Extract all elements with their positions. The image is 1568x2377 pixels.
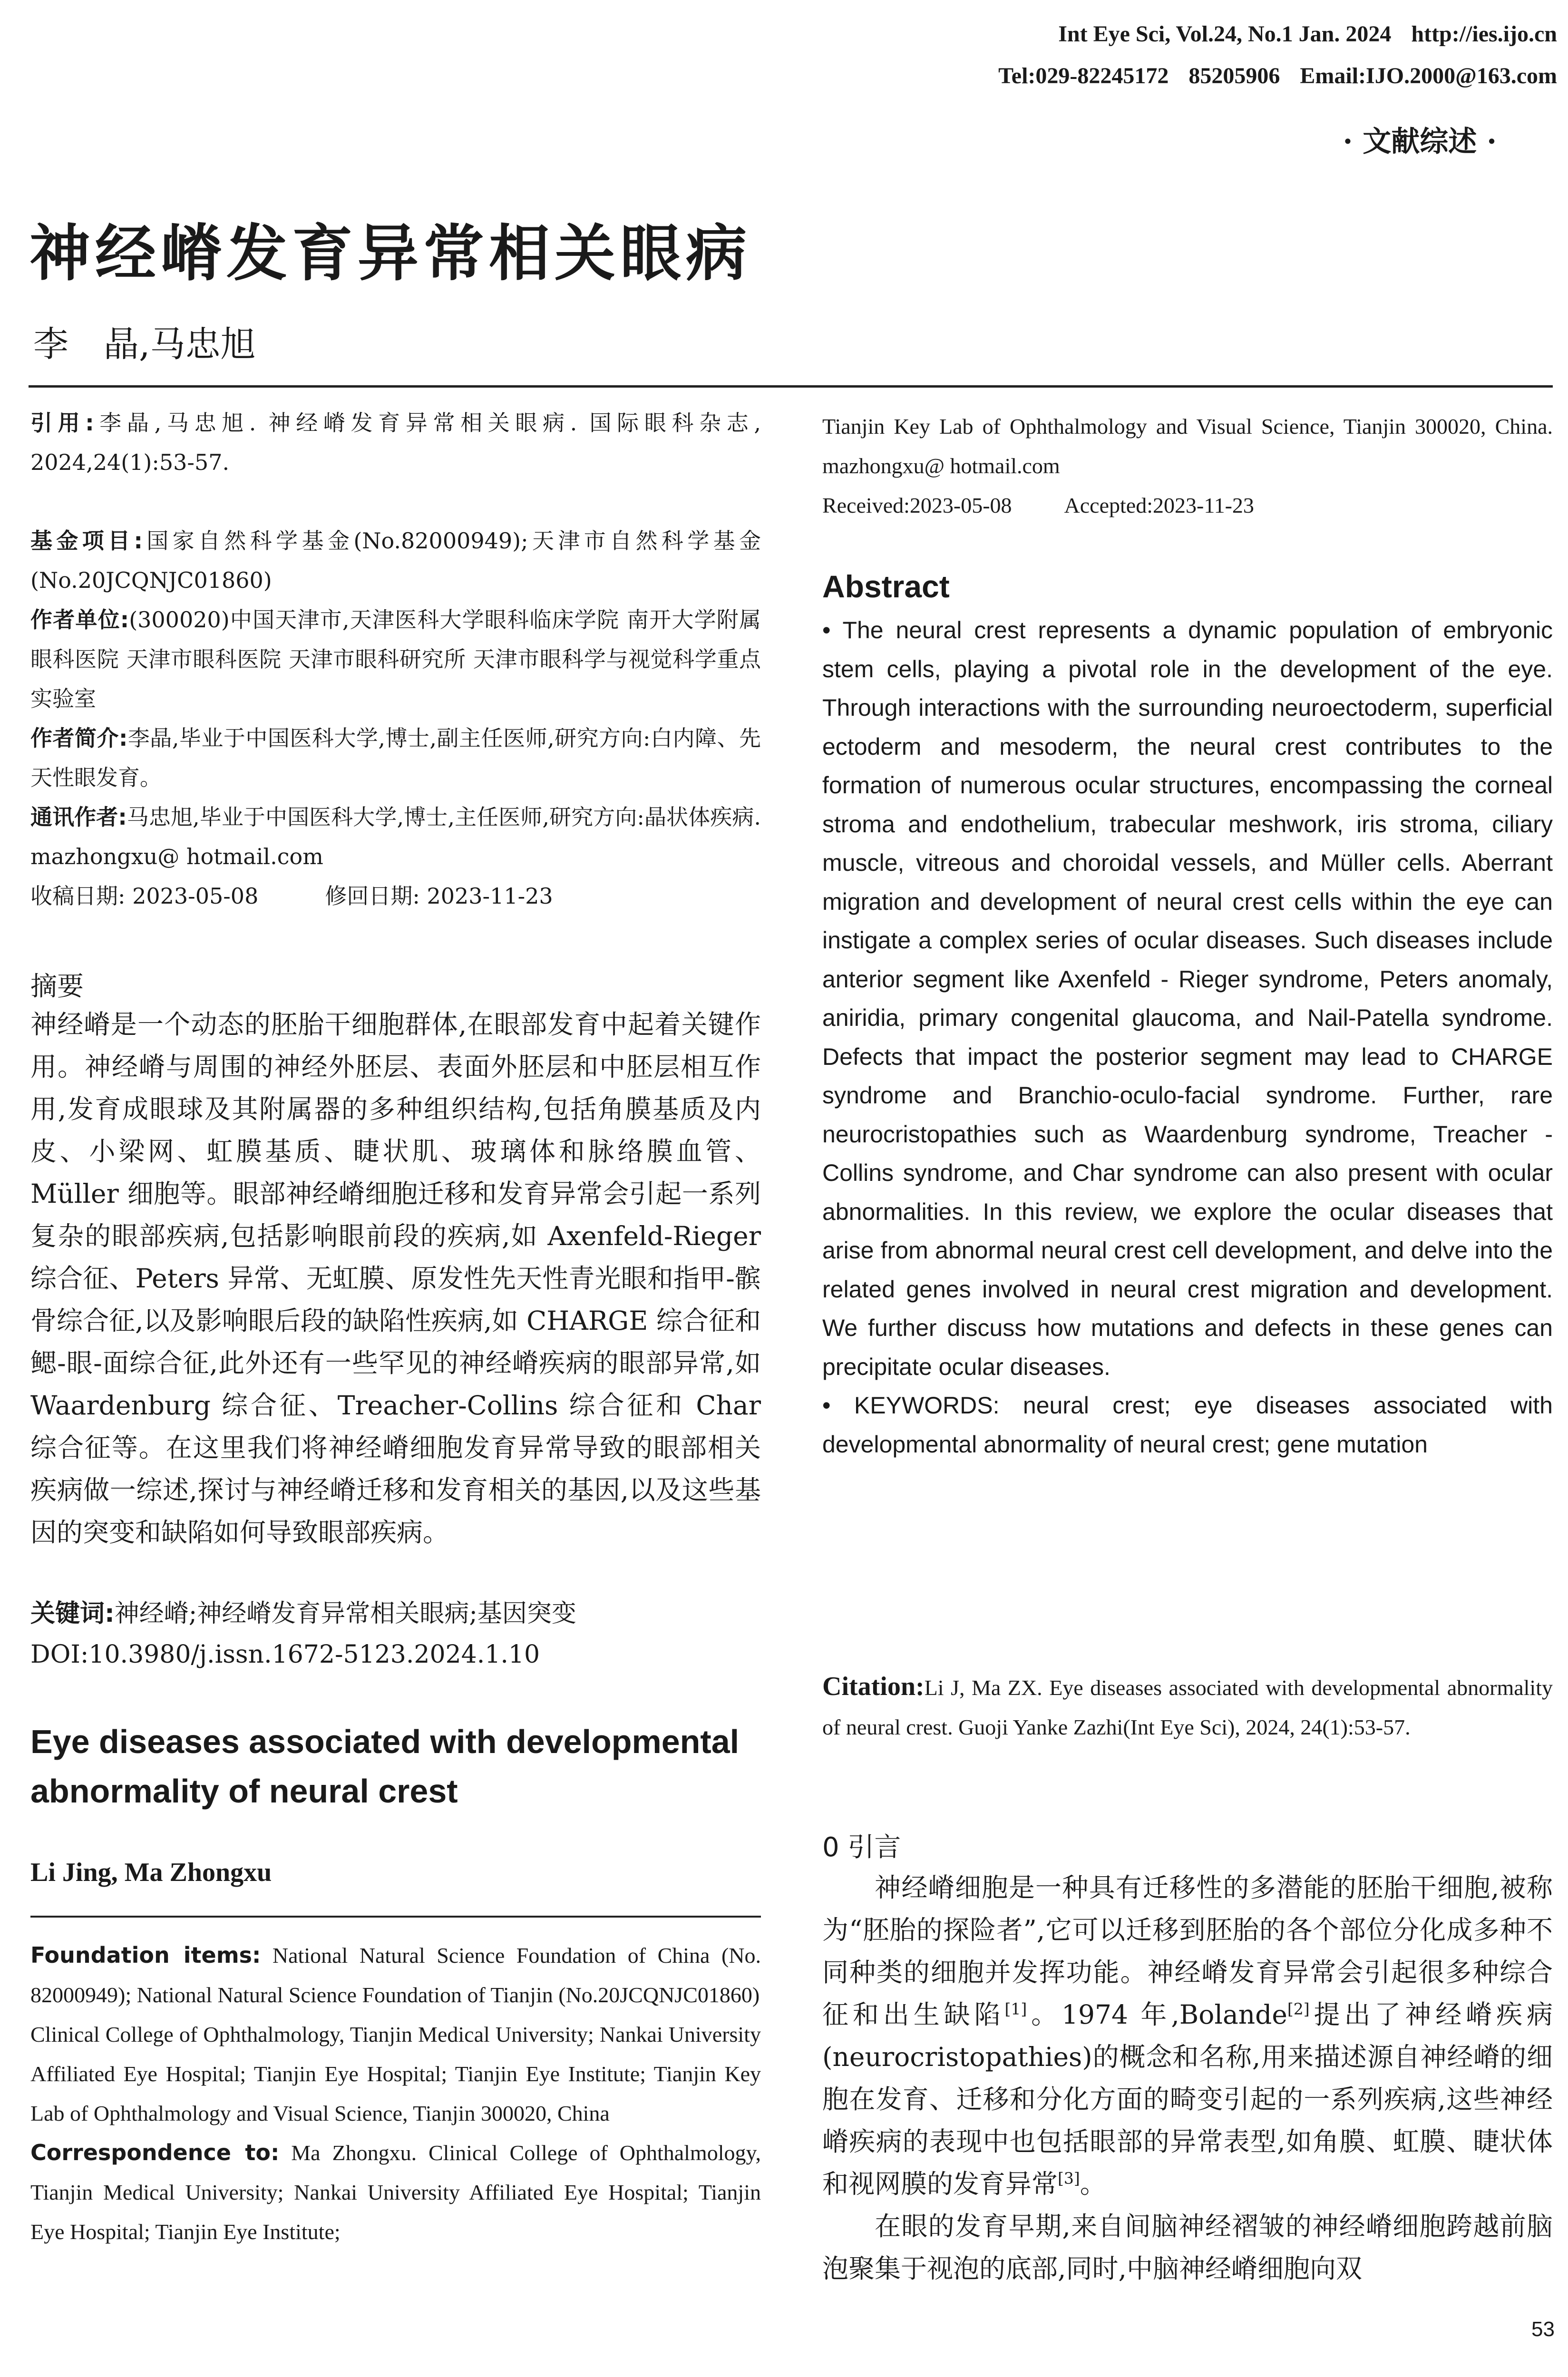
citation-en-text: Li J, Ma ZX. Eye diseases associated with developmental abnormality of neural crest. Guoji Yanke Zazhi(Int Eye Sci), 2024, 24(1):53-57. [822,1676,1553,1739]
journal-header-line1 [1044,20,1557,49]
correspondence-en-cont: Tianjin Key Lab of Ophthalmology and Visual Science, Tianjin 300020, China. mazhongxu@ hotmail.com [822,414,1553,478]
dates-cn [30,877,761,916]
ref-1[interactable]: [1] [1004,1999,1027,2018]
corr-cn [30,798,761,877]
doi: DOI:10.3980/j.issn.1672-5123.2024.1.10 [30,1640,540,1669]
intro-paragraph-1 [822,1867,1553,2205]
foundation-en [30,1936,761,2015]
unit-cn-text: (300020)中国天津市,天津医科大学眼科临床学院 南开大学附属眼科医院 天津市眼科医院 天津市眼科研究所 天津市眼科学与视觉科学重点实验室 [30,607,761,711]
journal-tel2: 85205906 [1188,63,1280,88]
abstract-en-heading: Abstract [822,569,950,604]
left-column-meta [30,403,761,916]
citation-cn-text: 李晶,马忠旭. 神经嵴发育异常相关眼病. 国际眼科杂志, 2024,24(1):53-57. [30,410,761,475]
dates-en [822,486,1553,525]
corr-cn-text: 马忠旭,毕业于中国医科大学,博士,主任医师,研究方向:晶状体疾病. mazhongxu@ hotmail.com [30,804,761,869]
intro-p1-part-d: 。 [1080,2169,1106,2199]
journal-email: Email:IJO.2000@163.com [1300,63,1557,88]
citation-cn-label: 引用: [30,410,94,436]
fund-cn-text: 国家自然科学基金(No.82000949);天津市自然科学基金(No.20JCQNJC01860) [30,528,761,593]
intro-p1-part-b: 。1974 年,Bolande [1027,1999,1287,2030]
section-tag: · 文献综述 · [1343,125,1497,158]
journal-tel: Tel:029-82245172 [998,63,1169,88]
citation-en-label: Citation: [822,1672,925,1701]
abstract-cn-body: 神经嵴是一个动态的胚胎干细胞群体,在眼部发育中起着关键作用。神经嵴与周围的神经外胚层、表面外胚层和中胚层相互作用,发育成眼球及其附属器的多种组织结构,包括角膜基质及内皮、小梁网、虹膜基质、睫状肌、玻璃体和脉络膜血管、Müller 细胞等。眼部神经嵴细胞迁移和发育异常会引起一系列复杂的眼部疾病,包括影响眼前段的疾病,如 Axenfeld-Rieger 综合征、Peters 异常、无虹膜、原发性先天性青光眼和指甲-髌骨综合征,以及影响眼后段的缺陷性疾病,如 CHARGE 综合征和鳃-眼-面综合征,此外还有一些罕见的神经嵴疾病的眼部异常,如 Waardenburg 综合征、Treacher-Collins 综合征和 Char 综合征等。在这里我们将神经嵴细胞发育异常导致的眼部相关疾病做一综述,探讨与神经嵴迁移和发育相关的基因,以及这些基因的突变和缺陷如何导致眼部疾病。 [30,1009,761,1548]
right-column-en-meta [822,407,1553,525]
fund-cn [30,521,761,600]
correspondence-en [30,2133,761,2251]
correspondence-en-text: Ma Zhongxu. Clinical College of Ophthalmology, Tianjin Medical University; Nankai University Affiliated Eye Hospital; Tianjin Eye Hospital; Tianjin Eye Institute; [30,2141,761,2244]
article-title-cn: 神经嵴发育异常相关眼病 [29,218,752,289]
title-divider [29,385,1553,388]
ref-3[interactable]: [3] [1058,2169,1080,2188]
abstract-en-body: • The neural crest represents a dynamic population of embryonic stem cells, playing a pivotal role in the development of the eye. Through interactions with the surrounding neuroectoderm, superficial ectoderm and mesoderm, the neural crest contributes to the formation of numerous ocular structures, encompassing the corneal stroma and endothelium, trabecular meshwork, iris stroma, ciliary muscle, vitreous and choroidal vessels, and Müller cells. Aberrant migration and development of neural crest cells within the eye can instigate a complex series of ocular diseases. Such diseases include anterior segment like Axenfeld - Rieger syndrome, Peters anomaly, aniridia, primary congenital glaucoma, and Nail-Patella syndrome. Defects that impact the posterior segment may lead to CHARGE syndrome and Branchio-oculo-facial syndrome. Further, rare neurocristopathies such as Waardenburg syndrome, Treacher - Collins syndrome, and Char syndrome can also present with ocular abnormalities. In this review, we explore the ocular diseases that arise from abnormal neural crest cell development, and delve into the related genes involved in neural crest migration and development. We further discuss how mutations and defects in these genes can precipitate ocular diseases. [822,617,1553,1380]
abstract-en-block [822,611,1553,1464]
foundation-en-text: National Natural Science Foundation of China (No. 82000949); National Natural Science Foundation of Tianjin (No.20JCQNJC01860) [30,1943,761,2007]
journal-url: http://ies.ijo.cn [1411,21,1557,47]
bio-cn-text: 李晶,毕业于中国医科大学,博士,副主任医师,研究方向:白内障、先天性眼发育。 [30,725,761,790]
keywords-cn-label: 关键词: [30,1599,115,1628]
left-column-en-meta [30,1936,761,2251]
unit-cn-label: 作者单位: [30,607,129,633]
keywords-cn-text: 神经嵴;神经嵴发育异常相关眼病;基因突变 [114,1599,576,1628]
intro-paragraph-2: 在眼的发育早期,来自间脑神经褶皱的神经嵴细胞跨越前脑泡聚集于视泡的底部,同时,中脑神经嵴细胞向双 [822,2211,1553,2284]
intro-p1-part-c: 提出了神经嵴疾病(neurocristopathies)的概念和名称,用来描述源自神经嵴的细胞在发育、迁移和分化方面的畸变引起的一系列疾病,这些神经嵴疾病的表现中也包括眼部的异常表型,如角膜、虹膜、睫状体和视网膜的发育异常 [822,1999,1553,2199]
abstract-cn-label: 摘要 [30,971,84,1002]
en-authors-divider [30,1916,761,1918]
bio-cn-label: 作者简介: [30,725,128,751]
received-cn: 收稿日期: 2023-05-08 [30,883,259,909]
affiliation-en: Clinical College of Ophthalmology, Tianjin Medical University; Nankai University Affiliated Eye Hospital; Tianjin Eye Hospital; Tianjin Eye Institute; Tianjin Key Lab of Ophthalmology and Visual Science, Tianjin 300020, China [30,2022,761,2125]
article-title-en: Eye diseases associated with developmental abnormality of neural crest [30,1723,740,1810]
citation-cn [30,403,761,482]
keywords-en: • KEYWORDS: neural crest; eye diseases associated with developmental abnormality of neural crest; gene mutation [822,1392,1553,1458]
journal-citation: Int Eye Sci, Vol.24, No.1 Jan. 2024 [1058,21,1392,47]
article-authors-cn: 李 晶,马忠旭 [33,324,256,365]
citation-en-block [822,1667,1553,1747]
intro-body [822,1867,1553,2290]
accepted-en: Accepted:2023-11-23 [1064,493,1254,517]
citation-en [822,1667,1553,1747]
corr-cn-label: 通讯作者: [30,804,127,830]
article-authors-en: Li Jing, Ma Zhongxu [30,1858,272,1887]
journal-header-line2 [984,62,1557,90]
unit-cn [30,600,761,719]
keywords-cn [30,1593,761,1634]
intro-heading: 0 引言 [822,1832,901,1863]
keywords-cn-block [30,1593,761,1675]
foundation-en-label: Foundation items: [30,1942,261,1968]
received-en: Received:2023-05-08 [822,493,1012,517]
intro-p1-part-a: 神经嵴细胞是一种具有迁移性的多潜能的胚胎干细胞,被称为“胚胎的探险者”,它可以迁移到胚胎的各个部位分化成多种不同种类的细胞并发挥功能。神经嵴发育异常会引起很多种综合征和出生缺陷 [822,1872,1553,2030]
page-number: 53 [1531,2318,1555,2341]
revised-cn: 修回日期: 2023-11-23 [325,883,553,909]
ref-2[interactable]: [2] [1287,1999,1310,2018]
correspondence-en-label: Correspondence to: [30,2140,280,2165]
fund-cn-label: 基金项目: [30,528,143,554]
bio-cn [30,719,761,798]
